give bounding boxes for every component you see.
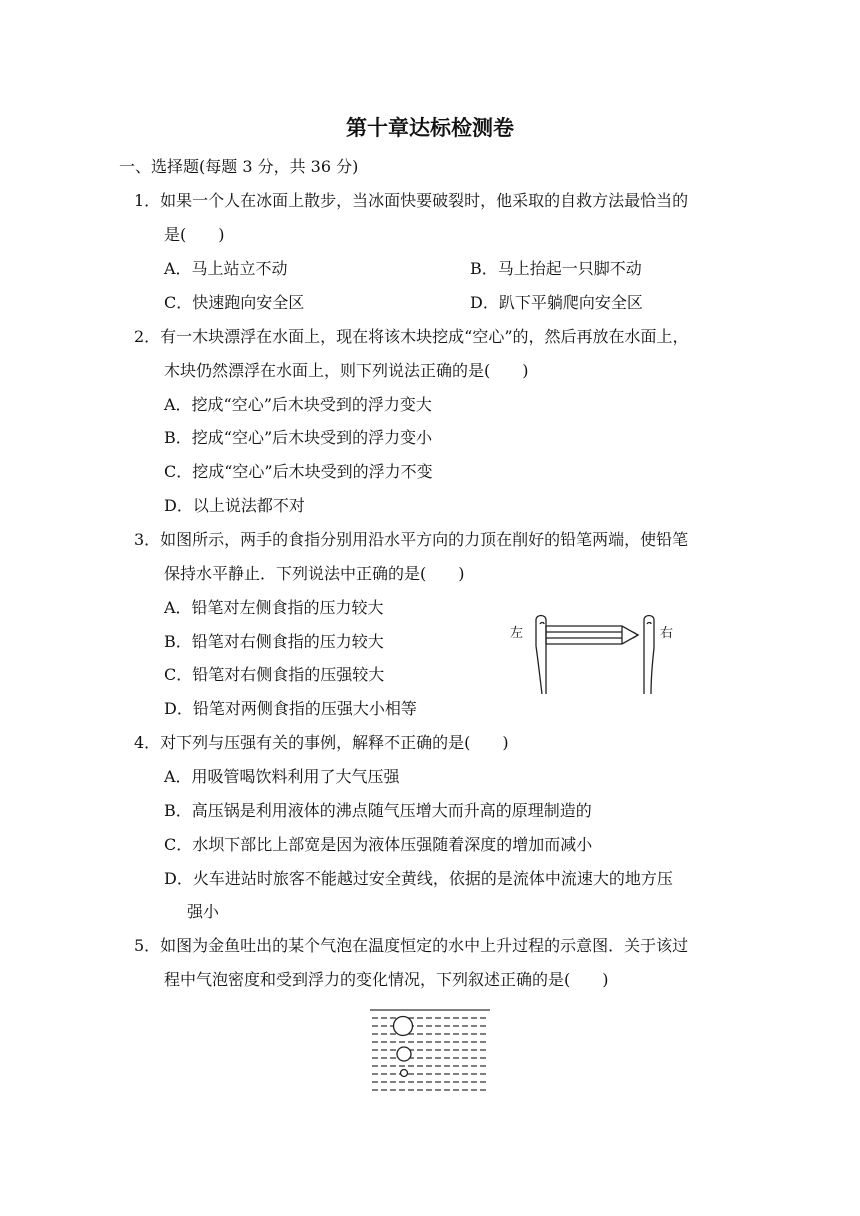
q3-option-a: A．铅笔对左侧食指的压力较大 [164, 598, 384, 617]
q1-option-d: D．趴下平躺爬向安全区 [470, 293, 643, 312]
page-title: 第十章达标检测卷 [346, 116, 514, 140]
q2-option-d: D．以上说法都不对 [164, 496, 305, 515]
q1-option-c: C．快速跑向安全区 [164, 293, 305, 312]
q1-stem-line2: 是( ) [164, 225, 225, 244]
q2-option-c: C．挖成“空心”后木块受到的浮力不变 [164, 462, 433, 481]
small-bubble [401, 1070, 408, 1077]
q4-option-b: B．高压锅是利用液体的沸点随气压增大而升高的原理制造的 [164, 801, 592, 820]
medium-bubble [397, 1047, 411, 1061]
q2-stem-line1: 2．有一木块漂浮在水面上，现在将该木块挖成“空心”的，然后再放在水面上， [134, 327, 689, 346]
right-finger [644, 616, 654, 695]
q5-stem-line2: 程中气泡密度和受到浮力的变化情况，下列叙述正确的是( ) [164, 970, 609, 989]
pencil-figure [500, 608, 690, 700]
q4-stem: 4．对下列与压强有关的事例，解释不正确的是( ) [134, 733, 509, 752]
figure-label-left: 左 [510, 626, 524, 641]
bubble-diagram [368, 1006, 492, 1098]
q1-option-b: B．马上抬起一只脚不动 [470, 259, 642, 278]
q3-option-b: B．铅笔对右侧食指的压力较大 [164, 632, 384, 651]
q1-stem-line1: 1．如果一个人在冰面上散步，当冰面快要破裂时，他采取的自救方法最恰当的 [134, 191, 689, 210]
large-bubble [394, 1017, 413, 1036]
section-heading: 一、选择题(每题 3 分，共 36 分) [119, 157, 359, 176]
q1-option-a: A．马上站立不动 [164, 259, 288, 278]
q2-stem-line2: 木块仍然漂浮在水面上，则下列说法正确的是( ) [164, 361, 529, 380]
q3-option-d: D．铅笔对两侧食指的压强大小相等 [164, 699, 417, 718]
q4-option-a: A．用吸管喝饮料利用了大气压强 [164, 767, 400, 786]
q5-stem-line1: 5．如图为金鱼吐出的某个气泡在温度恒定的水中上升过程的示意图．关于该过 [134, 936, 689, 955]
q3-stem-line1: 3．如图所示，两手的食指分别用沿水平方向的力顶在削好的铅笔两端，使铅笔 [134, 530, 689, 549]
figure-label-right: 右 [660, 626, 674, 641]
q4-option-d-line2: 强小 [187, 902, 220, 921]
q2-option-b: B．挖成“空心”后木块受到的浮力变小 [164, 428, 433, 447]
bubble-figure [368, 1006, 492, 1098]
q2-option-a: A．挖成“空心”后木块受到的浮力变大 [164, 395, 432, 414]
q3-stem-line2: 保持水平静止．下列说法中正确的是( ) [164, 564, 465, 583]
q4-option-c: C．水坝下部比上部宽是因为液体压强随着深度的增加而减小 [164, 835, 593, 854]
pencil [546, 626, 638, 644]
q4-option-d-line1: D．火车进站时旅客不能越过安全黄线，依据的是流体中流速大的地方压 [164, 869, 673, 888]
q3-option-c: C．铅笔对右侧食指的压强较大 [164, 665, 385, 684]
